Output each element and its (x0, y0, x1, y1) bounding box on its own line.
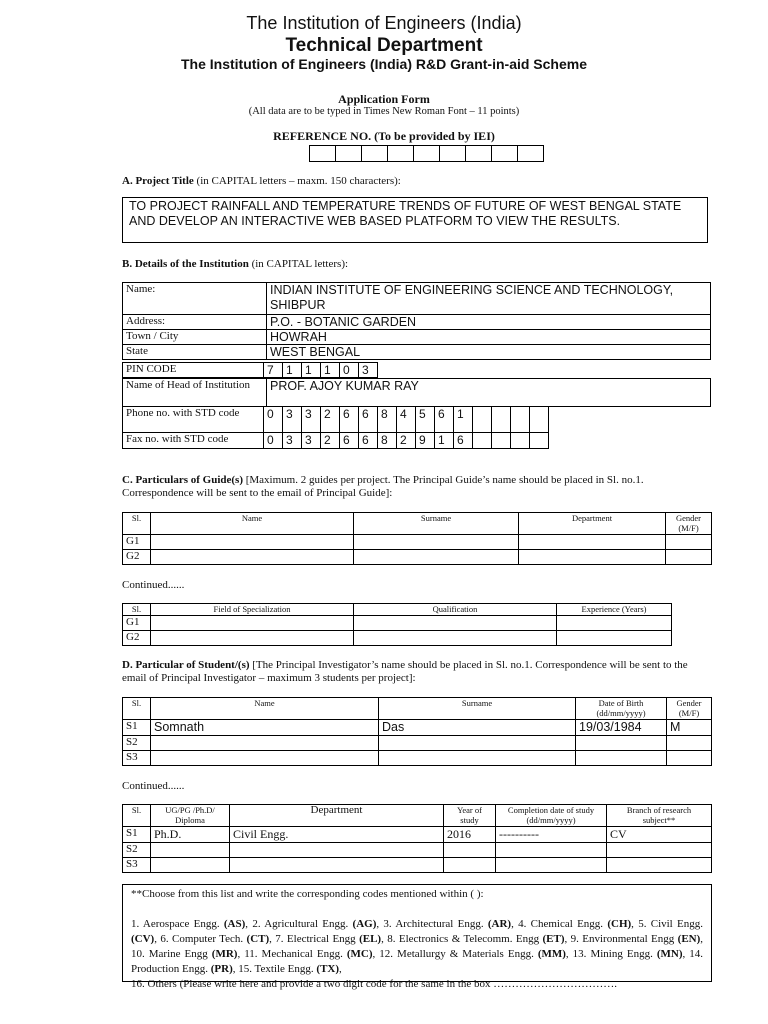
table-row (123, 616, 672, 631)
cell[interactable] (519, 535, 666, 550)
table-row (123, 751, 712, 766)
cell[interactable] (151, 843, 230, 858)
pin-digit[interactable]: 1 (321, 363, 340, 378)
study-year[interactable]: 2016 (444, 827, 496, 843)
ref-box[interactable] (518, 146, 544, 162)
continued-label-2: Continued...... (122, 780, 185, 792)
fax-digit[interactable]: 0 (264, 433, 283, 449)
state-value[interactable]: WEST BENGAL (267, 345, 711, 360)
ref-box[interactable] (440, 146, 466, 162)
inst-name-label: Name: (123, 283, 267, 315)
ref-box[interactable] (336, 146, 362, 162)
cell[interactable] (519, 550, 666, 565)
col-header: Sl. (123, 513, 151, 535)
section-a-heading: A. Project Title (in CAPITAL letters – maxm. 150 characters): (122, 175, 401, 187)
head-label: Name of Head of Institution (123, 379, 267, 407)
col-header: Sl. (123, 604, 151, 616)
cell[interactable] (379, 751, 576, 766)
table-row (123, 535, 712, 550)
fax-digit[interactable]: 2 (321, 433, 340, 449)
cell[interactable] (557, 631, 672, 646)
phone-digit[interactable]: 6 (359, 407, 378, 433)
fax-digit[interactable]: 3 (302, 433, 321, 449)
inst-name-value[interactable]: INDIAN INSTITUTE OF ENGINEERING SCIENCE AND TECHNOLOGY, SHIBPUR (267, 283, 711, 315)
phone-digit[interactable]: 2 (321, 407, 340, 433)
fax-digit[interactable] (511, 433, 530, 449)
institution-table (122, 282, 711, 360)
phone-digit[interactable]: 1 (454, 407, 473, 433)
col-header: Completion date of study (dd/mm/yyyy) (496, 805, 607, 827)
head-value[interactable]: PROF. AJOY KUMAR RAY (267, 379, 711, 407)
col-header: Year of study (444, 805, 496, 827)
section-b-heading: B. Details of the Institution (in CAPITAL letters): (122, 258, 349, 270)
cell[interactable] (666, 550, 712, 565)
cell[interactable] (151, 550, 354, 565)
reference-label: REFERENCE NO. (To be provided by IEI) (273, 129, 495, 143)
state-label: State (123, 345, 267, 360)
phone-digit[interactable]: 8 (378, 407, 397, 433)
cell[interactable] (151, 535, 354, 550)
cell[interactable] (496, 858, 607, 873)
col-header: Surname (354, 513, 519, 535)
cell[interactable] (666, 535, 712, 550)
branch-codes-box (122, 884, 712, 990)
phone-digit[interactable]: 6 (435, 407, 454, 433)
student-table (122, 697, 712, 766)
ref-box[interactable] (414, 146, 440, 162)
study-department[interactable]: Civil Engg. (230, 827, 444, 843)
fax-digit[interactable]: 3 (283, 433, 302, 449)
table-row (123, 736, 712, 751)
row-label: S1 (123, 827, 151, 843)
col-header: Qualification (354, 604, 557, 616)
fax-digit[interactable]: 1 (435, 433, 454, 449)
ref-box[interactable] (492, 146, 518, 162)
cell[interactable] (354, 616, 557, 631)
col-header: Field of Specialization (151, 604, 354, 616)
codes-intro: **Choose from this list and write the corresponding codes mentioned within ( ): (131, 888, 484, 900)
cell[interactable] (230, 858, 444, 873)
col-header: Department (230, 805, 444, 827)
col-header: Gender (M/F) (667, 698, 712, 720)
fax-digit[interactable]: 2 (397, 433, 416, 449)
cell[interactable] (444, 858, 496, 873)
student-gender[interactable]: M (667, 720, 712, 736)
section-c-heading: C. Particulars of Guide(s) [Maximum. 2 guides per project. The Principal Guide’s name should be placed in Sl. no.1. Correspondence will be sent to the email of Principal Guide]: (122, 474, 644, 499)
guide-table-2 (122, 603, 672, 646)
fax-digit[interactable] (492, 433, 511, 449)
cell[interactable] (230, 843, 444, 858)
col-header: Surname (379, 698, 576, 720)
cell[interactable] (151, 751, 379, 766)
phone-digit[interactable] (530, 407, 549, 433)
pin-digit[interactable]: 3 (359, 363, 378, 378)
pin-digit[interactable]: 1 (302, 363, 321, 378)
row-label: S3 (123, 751, 151, 766)
address-value[interactable]: P.O. - BOTANIC GARDEN (267, 315, 711, 330)
font-note: (All data are to be typed in Times New Roman Font – 11 points) (248, 106, 520, 117)
fax-digit[interactable] (530, 433, 549, 449)
cell[interactable] (354, 631, 557, 646)
col-header: UG/PG /Ph.D/ Diploma (151, 805, 230, 827)
row-label: G1 (123, 616, 151, 631)
fax-digit[interactable]: 9 (416, 433, 435, 449)
phone-digit[interactable] (473, 407, 492, 433)
phone-fax-table (122, 406, 549, 449)
cell[interactable] (379, 736, 576, 751)
codes-list: 1. Aerospace Engg. (AS), 2. Agricultural Engg. (AG), 3. Architectural Engg. (AR), 4. Chemical Engg. (CH), 5. Civil Engg. (CV), 6. Computer Tech. (CT), 7. Electrical Engg (EL), 8. Electronics & Telecomm. Engg (ET), 9. Environmental Engg (EN), 10. Marine Engg (MR), 11. Mechanical Engg. (MC), 12. Metallurgy & Materials Engg. (MM), 13. Mining Engg. (MN), 14. Production Engg. (PR), 15. Textile Engg. (TX), 16. Others (Please write here and provide a two digit code for the same in the box ……………………………. (131, 918, 704, 990)
town-label: Town / City (123, 330, 267, 345)
cell[interactable] (151, 616, 354, 631)
col-header: Gender (M/F) (666, 513, 712, 535)
phone-label: Phone no. with STD code (123, 407, 264, 433)
table-row (123, 858, 712, 873)
student-dob[interactable]: 19/03/1984 (576, 720, 667, 736)
col-header: Branch of research subject** (607, 805, 712, 827)
row-label: G2 (123, 631, 151, 646)
row-label: G1 (123, 535, 151, 550)
pin-label: PIN CODE (123, 363, 264, 378)
col-header: Department (519, 513, 666, 535)
pin-digit[interactable]: 7 (264, 363, 283, 378)
org-title: The Institution of Engineers (India) (246, 13, 522, 33)
town-value[interactable]: HOWRAH (267, 330, 711, 345)
section-d-heading: D. Particular of Student/(s) [The Principal Investigator’s name should be placed in Sl. no.1. Correspondence will be sent to the email of Principal Investigator – maximum 3 students per project]: (122, 659, 688, 684)
phone-digit[interactable] (511, 407, 530, 433)
address-label: Address: (123, 315, 267, 330)
ref-box[interactable] (310, 146, 336, 162)
ref-box[interactable] (388, 146, 414, 162)
project-title-field[interactable]: TO PROJECT RAINFALL AND TEMPERATURE TRENDS OF FUTURE OF WEST BENGAL STATE AND DEVELOP AN INTERACTIVE WEB BASED PLATFORM TO VIEW THE RESULTS. (122, 197, 708, 243)
cell[interactable] (354, 535, 519, 550)
ref-box[interactable] (362, 146, 388, 162)
phone-digit[interactable]: 0 (264, 407, 283, 433)
phone-digit[interactable]: 4 (397, 407, 416, 433)
student-name[interactable]: Somnath (151, 720, 379, 736)
table-row (123, 550, 712, 565)
table-row (123, 720, 712, 736)
reference-boxes (309, 145, 544, 162)
phone-digit[interactable]: 3 (283, 407, 302, 433)
cell[interactable] (607, 858, 712, 873)
row-label: G2 (123, 550, 151, 565)
col-header: Name (151, 513, 354, 535)
cell[interactable] (667, 751, 712, 766)
department-title: Technical Department (285, 35, 483, 56)
cell[interactable] (607, 843, 712, 858)
fax-digit[interactable]: 6 (454, 433, 473, 449)
pin-table (122, 362, 378, 378)
student-surname[interactable]: Das (379, 720, 576, 736)
cell[interactable] (576, 751, 667, 766)
fax-digit[interactable]: 6 (340, 433, 359, 449)
row-label: S2 (123, 736, 151, 751)
cell[interactable] (444, 843, 496, 858)
col-header: Date of Birth (dd/mm/yyyy) (576, 698, 667, 720)
table-row (123, 631, 672, 646)
completion-date[interactable]: ---------- (496, 827, 607, 843)
fax-digit[interactable]: 8 (378, 433, 397, 449)
col-header: Sl. (123, 805, 151, 827)
cell[interactable] (151, 631, 354, 646)
phone-digit[interactable] (492, 407, 511, 433)
continued-label: Continued...... (122, 579, 185, 591)
col-header: Name (151, 698, 379, 720)
pin-digit[interactable]: 1 (283, 363, 302, 378)
table-row (123, 827, 712, 843)
phone-digit[interactable]: 3 (302, 407, 321, 433)
fax-label: Fax no. with STD code (123, 433, 264, 449)
cell[interactable] (667, 736, 712, 751)
cell[interactable] (557, 616, 672, 631)
row-label: S2 (123, 843, 151, 858)
ref-box[interactable] (466, 146, 492, 162)
col-header: Experience (Years) (557, 604, 672, 616)
cell[interactable] (151, 858, 230, 873)
cell[interactable] (151, 736, 379, 751)
form-title: Application Form (338, 92, 430, 106)
phone-digit[interactable]: 5 (416, 407, 435, 433)
col-header: Sl. (123, 698, 151, 720)
cell[interactable] (496, 843, 607, 858)
fax-digit[interactable] (473, 433, 492, 449)
study-level[interactable]: Ph.D. (151, 827, 230, 843)
phone-digit[interactable]: 6 (340, 407, 359, 433)
scheme-title: The Institution of Engineers (India) R&D Grant-in-aid Scheme (180, 56, 588, 72)
row-label: S1 (123, 720, 151, 736)
head-table (122, 378, 711, 407)
row-label: S3 (123, 858, 151, 873)
table-row (123, 843, 712, 858)
cell[interactable] (576, 736, 667, 751)
pin-digit[interactable]: 0 (340, 363, 359, 378)
guide-table (122, 512, 712, 565)
student-table-2 (122, 804, 712, 873)
branch-code[interactable]: CV (607, 827, 712, 843)
cell[interactable] (354, 550, 519, 565)
fax-digit[interactable]: 6 (359, 433, 378, 449)
